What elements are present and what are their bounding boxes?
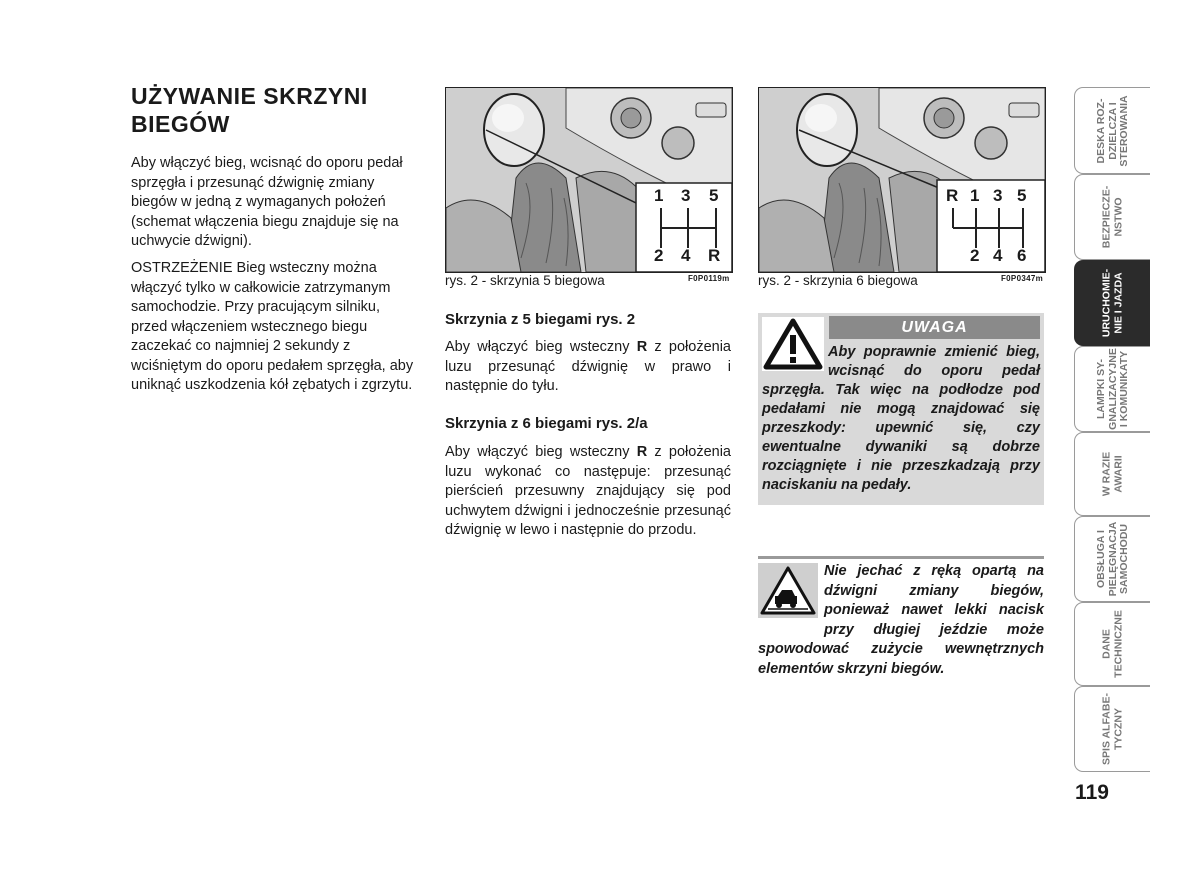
tab-label: DESKA ROZ- DZIELCZA I STEROWANIA: [1094, 94, 1130, 167]
tab-label: BEZPIECZE- NSTWO: [1100, 185, 1124, 249]
gear-label: 2: [654, 246, 664, 265]
gear-label: 6: [1017, 246, 1027, 265]
gear-label: 2: [970, 246, 980, 265]
figure-code-6: F0P0347m: [1001, 274, 1043, 283]
tab-label: LAMPKI SY- GNALIZACYJNE I KOMUNIKATY: [1094, 348, 1130, 430]
gearbox-5-figure: [445, 87, 733, 273]
gear-label: 4: [681, 246, 691, 265]
page-number: 119: [1075, 781, 1109, 804]
tab-label: URUCHOMIE- NIE I JAZDA: [1100, 268, 1124, 338]
section-6-text: Aby włączyć bieg wsteczny R z położenia luzu wykonać co następuje: przesunąć pierścień przesuwny znajdujący się pod uchwytem dźwigni i jednocześnie przesunąć dźwignię w lewo i następnie do przodu.: [445, 444, 731, 538]
gear-label: 5: [709, 186, 719, 205]
uwaga-heading: UWAGA: [829, 316, 1040, 339]
note-text: Nie jechać z ręką opartą na dźwigni zmiany biegów, ponieważ nawet lekki nacisk przy długiej jeździe może spowodować zużycie wewnętrznych elementów skrzyni biegów.: [758, 563, 1044, 677]
gear-label: 3: [993, 186, 1003, 205]
tab-bezpieczenstwo[interactable]: [1074, 174, 1150, 260]
gear-label: R: [708, 246, 721, 265]
gear-pattern-5: [644, 186, 730, 268]
tab-label: W RAZIE AWARII: [1100, 451, 1124, 497]
uwaga-text: Aby poprawnie zmienić bieg, wcisnąć do oporu pedał sprzęgła. Tak więc na podłodze pod pedałami nie mogą znajdować się przeszkody: upewnić się, czy ewentualne dywaniki są dobrze rozciągnięte i nie przeszkadzają przy naciskaniu na pedały.: [762, 344, 1040, 493]
tab-obsluga-i-pielegnacja[interactable]: [1074, 516, 1150, 602]
tab-deska-rozdzielcza[interactable]: [1074, 87, 1150, 174]
gear-pattern-6: [944, 186, 1044, 268]
tab-uruchomienie-i-jazda[interactable]: [1074, 260, 1150, 346]
gearbox-6-figure: [758, 87, 1046, 273]
note-divider: [758, 556, 1044, 559]
gear-label: 5: [1017, 186, 1027, 205]
tab-label: DANE TECHNICZNE: [1100, 610, 1124, 678]
figure-code-5: F0P0119m: [688, 274, 730, 283]
figure-caption-5: rys. 2 - skrzynia 5 biegowa: [445, 273, 605, 288]
section-5-heading: Skrzynia z 5 biegami rys. 2: [445, 311, 636, 328]
section-6-heading: Skrzynia z 6 biegami rys. 2/a: [445, 415, 648, 432]
gear-label: 4: [993, 246, 1003, 265]
tab-spis-alfabetyczny[interactable]: [1074, 686, 1150, 772]
gear-label: 1: [970, 186, 980, 205]
intro-paragraph: Aby włączyć bieg, wcisnąć do oporu pedał sprzęgła i przesunąć dźwignię zmiany biegów w jedną z wymaganych położeń (schemat włączenia biegu znajduje się na uchwycie dźwigni).: [131, 155, 403, 249]
tab-w-razie-awarii[interactable]: [1074, 432, 1150, 516]
gear-label: 3: [681, 186, 691, 205]
figure-caption-6: rys. 2 - skrzynia 6 biegowa: [758, 273, 918, 288]
tab-lampki-sygnalizacyjne[interactable]: [1074, 346, 1150, 432]
tab-dane-techniczne[interactable]: [1074, 602, 1150, 686]
tab-label: SPIS ALFABE- TYCZNY: [1100, 693, 1124, 765]
gear-label: 1: [654, 186, 664, 205]
reverse-warning-paragraph: OSTRZEŻENIE Bieg wsteczny można włączyć tylko w całkowicie zatrzymanym samochodzie. Przy pracującym silniku, przed włączeniem wstecznego biegu zaczekać co najmniej 2 sekundy z wciśniętym do oporu pedałem sprzęgła, aby uniknąć uszkodzenia kół zębatych i zgrzytu.: [131, 260, 414, 393]
page-title: UŻYWANIE SKRZYNI BIEGÓW: [131, 83, 368, 137]
gear-label: R: [946, 186, 959, 205]
tab-label: OBSŁUGA I PIELĘGNACJA SAMOCHODU: [1094, 521, 1130, 597]
section-5-text: Aby włączyć bieg wsteczny R z położenia luzu przesunąć dźwignię w prawo i następnie do tyłu.: [445, 339, 731, 394]
